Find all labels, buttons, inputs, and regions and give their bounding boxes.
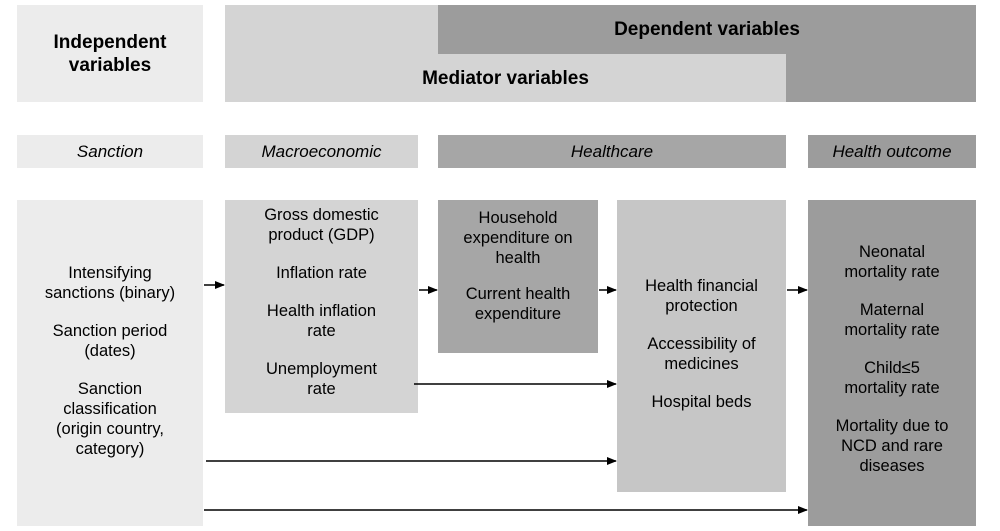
healthcare-expenditure-item: Household expenditure on health (463, 209, 573, 267)
healthcare-access-item: Accessibility of medicines (647, 335, 756, 373)
category-health-outcome: Health outcome (808, 135, 976, 168)
independent-variables-header: Independent variables (17, 5, 203, 102)
sanction-item: Intensifying sanctions (binary) (44, 264, 176, 302)
sanction-variables-box (17, 200, 203, 526)
macroeconomic-item: Gross domestic product (GDP) (264, 206, 379, 244)
mediator-variables-label: Mediator variables (422, 67, 589, 89)
health-outcome-item: Maternal mortality rate (844, 301, 940, 339)
sanction-item: Sanction period (dates) (52, 322, 168, 360)
healthcare-access-item: Hospital beds (651, 393, 752, 411)
dependent-variables-label: Dependent variables (614, 19, 800, 40)
sanction-item: Sanction classification (origin country, category) (56, 380, 164, 458)
health-outcome-item: Mortality due to NCD and rare diseases (835, 417, 949, 475)
category-healthcare: Healthcare (438, 135, 786, 168)
healthcare-access-box (617, 200, 786, 492)
health-outcome-box (808, 200, 976, 526)
macroeconomic-item: Inflation rate (276, 264, 367, 282)
macroeconomic-item: Unemployment rate (266, 360, 377, 398)
health-outcome-item: Child≤5 mortality rate (844, 359, 940, 397)
category-macroeconomic: Macroeconomic (225, 135, 418, 168)
dependent-variables-band-lower (786, 54, 976, 102)
health-outcome-item: Neonatal mortality rate (844, 243, 940, 281)
macroeconomic-variables-box (225, 200, 418, 413)
healthcare-access-item: Health financial protection (645, 277, 758, 315)
macroeconomic-item: Health inflation rate (266, 302, 377, 340)
category-sanction: Sanction (17, 135, 203, 168)
healthcare-expenditure-item: Current health expenditure (465, 285, 571, 323)
healthcare-expenditure-box (438, 200, 598, 353)
